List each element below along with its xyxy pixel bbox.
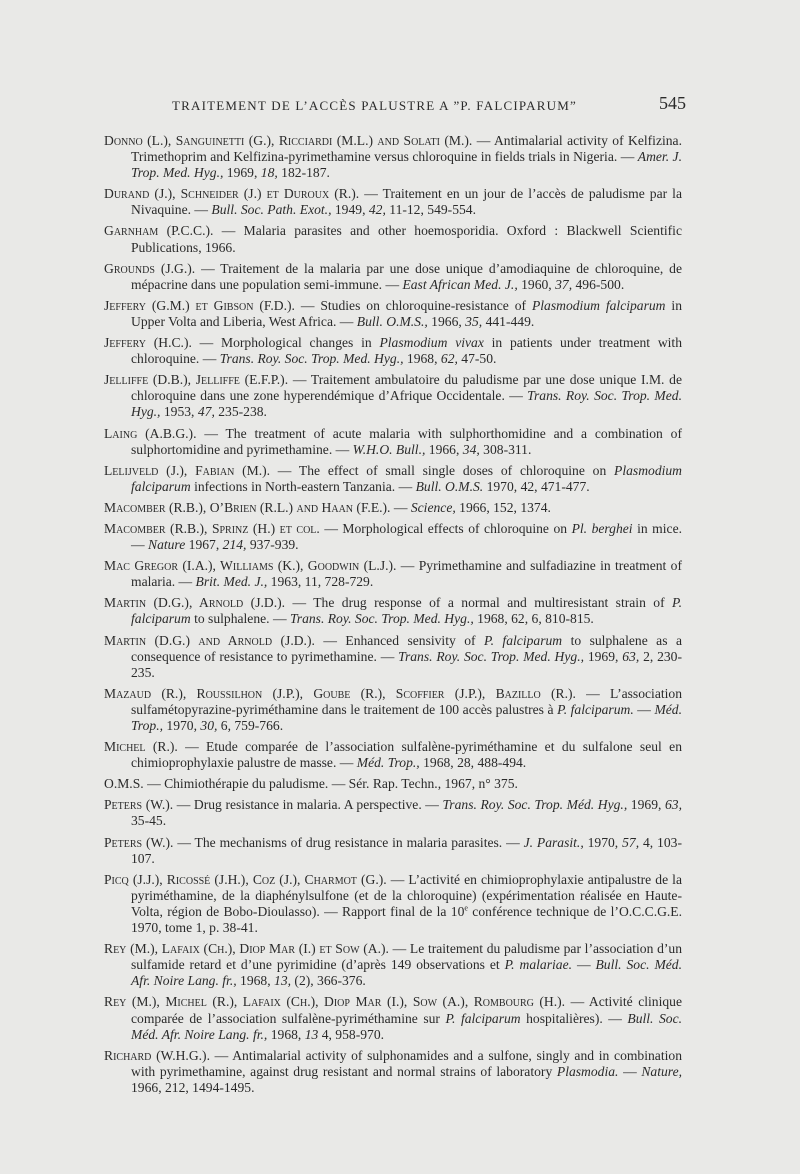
reference-authors: Rey (M.), Michel (R.), Lafaix (Ch.), Diop Mar (I.), Sow (A.), Rombourg (H.).	[104, 994, 566, 1010]
reference-text: — Morphological changes in	[191, 335, 380, 351]
reference-text: 182-187.	[277, 165, 330, 181]
reference-volume: 13	[304, 1026, 319, 1042]
reference-authors: O.M.S.	[104, 776, 144, 792]
reference-authors: Michel (R.).	[104, 739, 178, 755]
reference-text: 1967,	[185, 537, 223, 553]
reference-authors: Macomber (R.B.), Sprinz (H.) et col.	[104, 520, 320, 536]
reference-text: — L’activité en chimioprophylaxie antipalustre de la pyriméthamine, de la diaphénylsulfone (et de la chloroquine) (expérimentation réalisée en Haute-Volta, région de Bobo-Dioulasso). — Rapport final de la 10	[131, 871, 682, 919]
reference-text: — The mechanisms of drug resistance in malaria parasites. —	[173, 834, 524, 850]
reference-volume: 63,	[622, 648, 640, 664]
reference-text: 1970,	[163, 718, 201, 733]
reference-text: 1968,	[403, 351, 441, 367]
reference-journal: Bull. O.M.S.,	[356, 313, 428, 329]
reference-journal: J. Parasit.,	[523, 834, 584, 850]
reference-text: — Chimiothérapie du paludisme. — Sér. Rap. Techn., 1967, n° 375.	[143, 776, 518, 792]
reference-entry	[104, 872, 682, 936]
reference-authors: Laing (A.B.G.).	[104, 425, 197, 441]
reference-journal: Nature	[148, 537, 186, 553]
reference-authors: Durand (J.), Schneider (J.) et Duroux (R.).	[104, 186, 360, 202]
reference-text: 235-238.	[214, 404, 267, 420]
page-header	[104, 93, 686, 117]
reference-text: — Malaria parasites and other hoemosporidia. Oxford : Blackwell Scientific Publications, 1966.	[131, 223, 682, 255]
reference-text: 1966, 152, 1374.	[455, 499, 551, 515]
reference-text: —	[572, 957, 596, 973]
reference-text: 6, 759-766.	[217, 718, 284, 733]
reference-text: — Pyrimethamine and sulfadiazine in treatment of malaria. —	[131, 558, 682, 590]
reference-authors: Peters (W.).	[104, 797, 174, 813]
reference-entry	[104, 776, 682, 792]
reference-text: —	[633, 701, 655, 717]
page-number: 545	[659, 93, 686, 113]
reference-authors: Martin (D.G.) and Arnold (J.D.).	[104, 632, 315, 648]
reference-text: — L’association sulfamétopyrazine-pyriméthamine dans le traitement de 100 accès palustres à	[131, 685, 683, 717]
reference-text: — The treatment of acute malaria with sulphorthomidine and a combination of sulphortomidine and pyrimethamine. —	[131, 425, 683, 457]
reference-text: 2, 230-235.	[131, 648, 682, 680]
reference-volume: 63,	[664, 797, 682, 813]
reference-text: 1968,	[267, 1026, 305, 1042]
reference-text: to sulphalene. —	[190, 611, 290, 627]
reference-text: — Traitement de la malaria par une dose unique d’amodiaquine de chloroquine, de mépacrine dans une population semi-immune. —	[131, 260, 682, 292]
reference-text: — Activité clinique comparée de l’association sulfalène-pyriméthamine sur	[131, 994, 682, 1026]
reference-text: — Etude comparée de l’association sulfalène-pyriméthamine et du sulfalone seul en chimioprophylaxie palustre de masse. —	[131, 739, 682, 771]
reference-text: 1969,	[627, 797, 665, 813]
reference-volume: 13,	[274, 973, 292, 989]
reference-text: (2), 366-376.	[291, 973, 366, 989]
reference-text: 1966,	[425, 441, 463, 457]
reference-journal: Trans. Roy. Soc. Trop. Med. Hyg.,	[131, 388, 682, 420]
reference-entry	[104, 521, 682, 553]
reference-species: Plasmodia.	[556, 1063, 619, 1079]
reference-entry	[104, 835, 682, 867]
reference-text: 496-500.	[572, 276, 625, 292]
reference-text: — Traitement en un jour de l’accès de paludisme par la Nivaquine. —	[131, 186, 682, 218]
reference-entry	[104, 633, 682, 681]
running-title: TRAITEMENT DE L’ACCÈS PALUSTRE A ”P. FALCIPARUM”	[172, 98, 577, 113]
reference-journal: Amer. J. Trop. Med. Hyg.,	[131, 149, 682, 181]
reference-volume: 30,	[200, 718, 218, 733]
reference-entry	[104, 133, 682, 181]
reference-volume: 18,	[260, 165, 278, 181]
reference-text: in patients under treatment with chloroquine. —	[131, 335, 683, 367]
reference-species: P. falciparum	[131, 595, 682, 627]
reference-authors: Donno (L.), Sanguinetti (G.), Ricciardi (M.L.) and Solati (M.).	[104, 133, 473, 148]
reference-authors: Peters (W.).	[104, 834, 174, 850]
reference-journal: Bull. O.M.S.	[415, 478, 484, 494]
reference-text: — Le traitement du paludisme par l’association d’un sulfamide retard et d’une pyrimidine (d’après 149 observations et	[131, 941, 682, 973]
reference-text: 4, 958-970.	[318, 1026, 385, 1042]
reference-text: 1969,	[223, 165, 261, 181]
reference-volume: 62,	[440, 351, 458, 367]
reference-text: 937-939.	[246, 537, 299, 553]
reference-authors: Lelijveld (J.), Fabian (M.).	[104, 462, 271, 478]
reference-journal: W.H.O. Bull.,	[352, 441, 426, 457]
reference-entry	[104, 261, 682, 293]
reference-text: in mice. —	[131, 520, 682, 553]
reference-entry	[104, 335, 682, 367]
reference-entry	[104, 1048, 682, 1096]
reference-text: 1968,	[236, 973, 275, 989]
reference-text: — Morphological effects of chloroquine on	[319, 520, 572, 536]
reference-text: 1968, 62, 6, 810-815.	[473, 611, 594, 627]
reference-entry	[104, 686, 682, 734]
reference-text: infections in North-eastern Tanzania. —	[190, 478, 416, 494]
reference-journal: Trans. Roy. Soc. Trop. Med. Hyg.,	[219, 351, 404, 367]
reference-entry	[104, 941, 682, 989]
reference-journal: Bull. Soc. Méd. Afr. Noire Lang. fr.,	[131, 957, 682, 989]
reference-entry	[104, 797, 682, 829]
reference-text: 1968, 28, 488-494.	[419, 755, 527, 771]
reference-entry	[104, 739, 682, 771]
reference-list	[104, 133, 682, 1101]
reference-authors: Grounds (J.G.).	[104, 260, 196, 276]
reference-volume: 214,	[222, 537, 247, 553]
reference-authors: Rey (M.), Lafaix (Ch.), Diop Mar (I.) et Sow (A.).	[104, 941, 389, 957]
reference-authors: Richard (W.H.G.).	[104, 1047, 210, 1063]
reference-species: P. malariae.	[504, 957, 572, 973]
reference-text: 1963, 11, 728-729.	[267, 574, 374, 590]
reference-volume: 37,	[555, 276, 573, 292]
reference-text: — Antimalarial activity of sulphonamides and a sulfone, singly and in combination with pyrimethamine, against drug resistant and normal strains of laboratory	[131, 1047, 682, 1079]
reference-authors: Macomber (R.B.), O’Brien (R.L.) and Haan (F.E.).	[104, 499, 391, 515]
reference-species: Pl. berghei	[571, 520, 633, 536]
reference-species: P. falciparum	[484, 632, 563, 648]
reference-text: — Antimalarial activity of Kelfizina. Trimethoprim and Kelfizina-pyrimethamine versus chloroquine in fields trials in Nigeria. —	[131, 133, 682, 165]
reference-journal: Science,	[410, 499, 456, 515]
reference-entry	[104, 426, 682, 458]
reference-authors: Martin (D.G.), Arnold (J.D.).	[104, 595, 286, 611]
reference-volume: 42,	[368, 202, 386, 218]
reference-entry	[104, 223, 682, 255]
reference-authors: Jelliffe (D.B.), Jelliffe (E.F.P.).	[104, 372, 289, 388]
reference-entry	[104, 500, 682, 516]
reference-text: 35-45.	[131, 813, 167, 829]
reference-text: hospitalières). —	[520, 1010, 628, 1026]
reference-species: P. falciparum.	[557, 701, 634, 717]
reference-species: Plasmodium falciparum	[531, 297, 666, 313]
reference-entry	[104, 994, 682, 1042]
reference-authors: Mac Gregor (I.A.), Williams (K.), Goodwin (L.J.).	[104, 558, 397, 574]
reference-journal: Bull. Soc. Méd. Afr. Noire Lang. fr.,	[131, 1010, 683, 1042]
reference-journal: Trans. Roy. Soc. Trop. Med. Hyg.,	[289, 611, 474, 627]
reference-volume: 35,	[465, 313, 483, 329]
reference-journal: East African Med. J.,	[402, 276, 518, 292]
reference-text: — The drug response of a normal and multiresistant strain of	[285, 595, 673, 611]
reference-journal: Trans. Roy. Soc. Trop. Méd. Hyg.,	[442, 797, 628, 813]
reference-entry	[104, 463, 682, 495]
reference-entry	[104, 372, 682, 420]
reference-text: 47-50.	[457, 351, 497, 367]
reference-volume: 34,	[462, 441, 480, 457]
reference-text: 308-311.	[479, 441, 532, 457]
reference-text: — Studies on chloroquine-resistance of	[294, 297, 532, 313]
reference-superscript: e	[464, 903, 468, 913]
reference-text: 1960,	[517, 276, 556, 292]
reference-entry	[104, 186, 682, 218]
reference-authors: Mazaud (R.), Roussilhon (J.P.), Goube (R.), Scoffier (J.P.), Bazillo (R.).	[104, 685, 576, 701]
reference-entry	[104, 298, 682, 330]
reference-text: 441-449.	[482, 313, 535, 329]
reference-journal: Méd. Trop.,	[131, 701, 683, 733]
reference-text: — The effect of small single doses of chloroquine on	[270, 462, 615, 478]
reference-species: Plasmodium falciparum	[131, 462, 682, 494]
reference-journal: Méd. Trop.,	[356, 755, 420, 771]
reference-volume: 57,	[622, 834, 640, 850]
reference-authors: Picq (J.J.), Ricossé (J.H.), Coz (J.), Charmot (G.).	[104, 871, 387, 887]
reference-text: in Upper Volta and Liberia, West Africa. —	[131, 297, 682, 329]
reference-species: Plasmodium vivax	[379, 335, 484, 351]
reference-entry	[104, 595, 682, 627]
reference-authors: Jeffery (H.C.).	[104, 335, 192, 351]
reference-authors: Jeffery (G.M.) et Gibson (F.D.).	[104, 297, 295, 313]
reference-text: —	[390, 499, 411, 515]
reference-text: 4, 103-107.	[131, 834, 682, 866]
reference-text: 1949,	[331, 202, 369, 218]
reference-text: — Enhanced sensivity of	[314, 632, 485, 648]
reference-journal: Nature,	[641, 1063, 683, 1079]
reference-species: P. falciparum	[445, 1010, 521, 1026]
reference-text: to sulphalene as a consequence of resistance to pyrimethamine. —	[131, 632, 682, 664]
reference-text: 1970, 42, 471-477.	[483, 478, 590, 494]
reference-text: 1970,	[583, 834, 623, 850]
reference-journal: Bull. Soc. Path. Exot.,	[211, 202, 332, 218]
reference-text: 1969,	[584, 648, 623, 664]
reference-authors: Garnham (P.C.C.).	[104, 223, 214, 239]
reference-text: 1966,	[427, 313, 466, 329]
reference-volume: 47,	[197, 404, 215, 420]
reference-text: 1966, 212, 1494-1495.	[131, 1079, 255, 1095]
reference-text: 11-12, 549-554.	[385, 202, 476, 218]
reference-journal: Trans. Roy. Soc. Trop. Med. Hyg.,	[398, 648, 585, 664]
reference-entry	[104, 558, 682, 590]
reference-text: — Traitement ambulatoire du paludisme par une dose unique I.M. de chloroquine dans une zone hyperendémique d’Afrique Occidentale. —	[131, 372, 682, 404]
reference-text: conférence technique de l’O.C.C.G.E. 1970, tome 1, p. 38-41.	[131, 903, 683, 936]
reference-text: — Drug resistance in malaria. A perspective. —	[173, 797, 443, 813]
reference-text: 1953,	[160, 404, 198, 420]
reference-journal: Brit. Med. J.,	[195, 574, 268, 590]
reference-text: —	[618, 1063, 642, 1079]
